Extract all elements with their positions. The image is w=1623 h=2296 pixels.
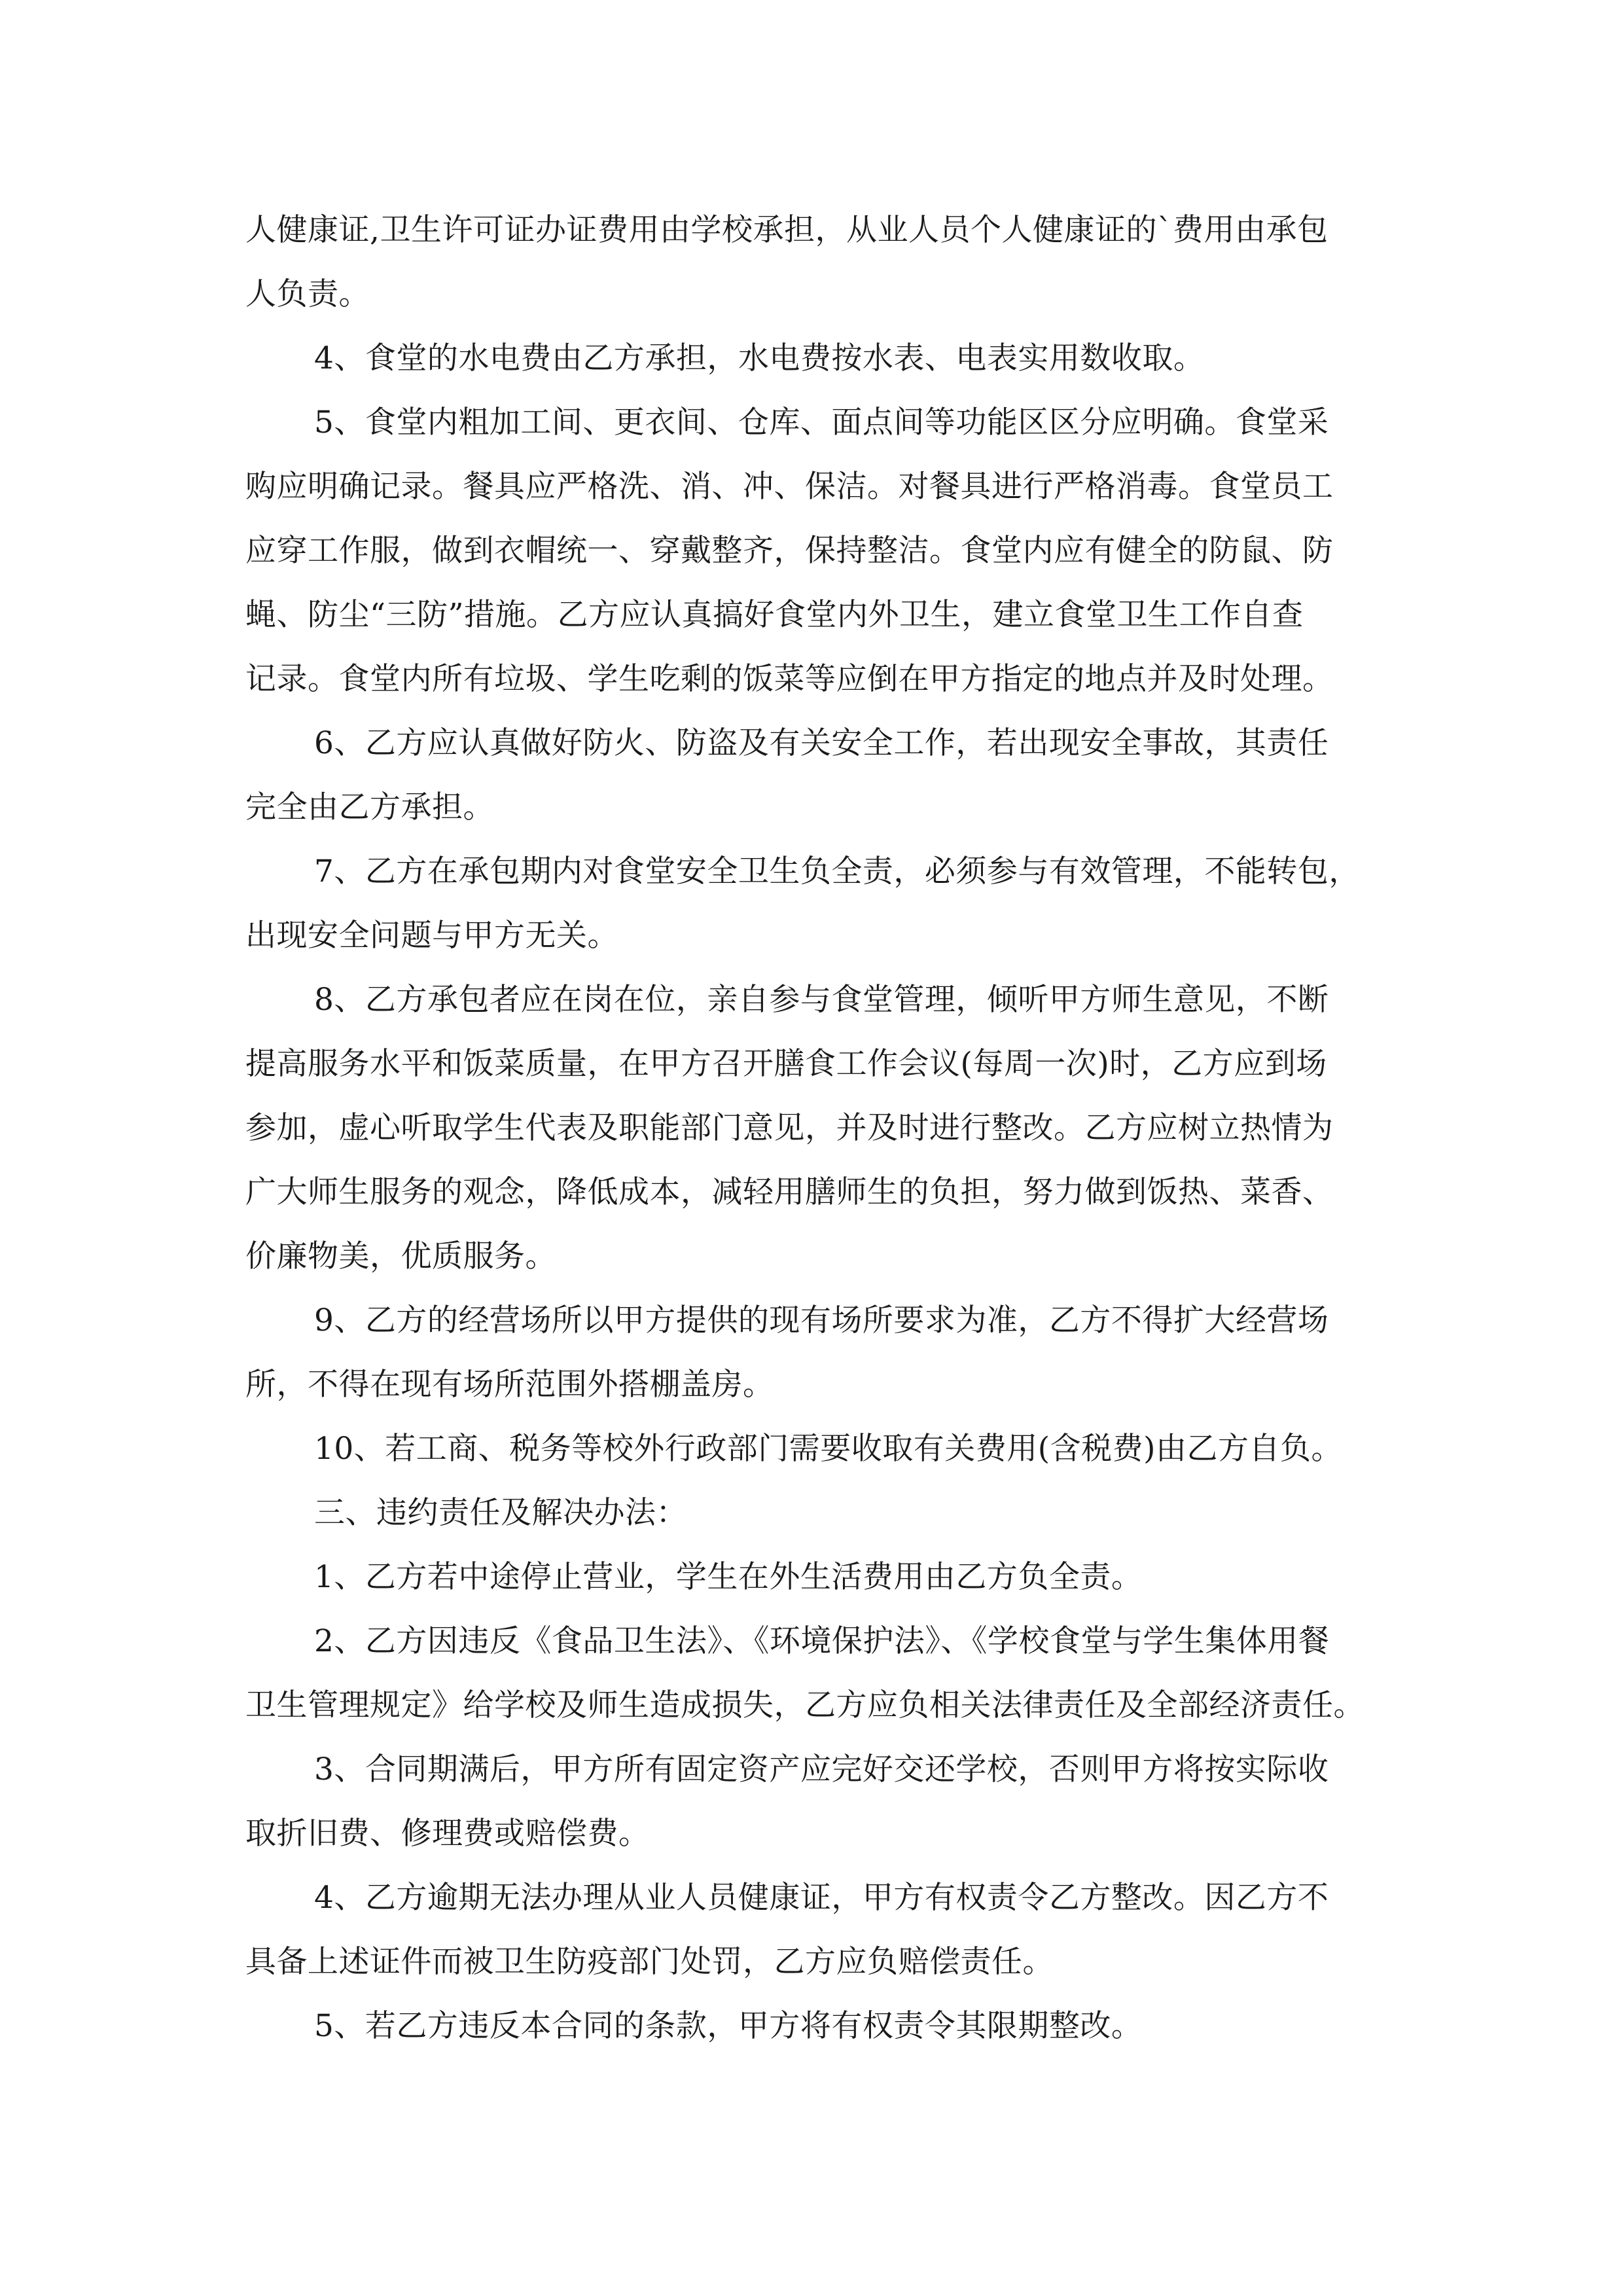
text-line: 人负责。 xyxy=(245,276,370,312)
paragraph-9 xyxy=(245,1289,1397,1417)
text-line: 3、合同期满后，甲方所有固定资产应完好交还学校，否则甲方将按实际收 xyxy=(314,1751,1329,1787)
section-heading-3 xyxy=(245,1481,1397,1545)
text-line: 5、食堂内粗加工间、更衣间、仓库、面点间等功能区区分应明确。食堂采 xyxy=(314,404,1329,440)
text-line: 购应明确记录。餐具应严格洗、消、冲、保洁。对餐具进行严格消毒。食堂员工 xyxy=(245,469,1334,505)
section-title: 三、违约责任及解决办法： xyxy=(314,1495,687,1531)
breach-item-1 xyxy=(245,1545,1397,1609)
text-line: 9、乙方的经营场所以甲方提供的现有场所要求为准，乙方不得扩大经营场 xyxy=(314,1302,1329,1338)
text-line: 广大师生服务的观念，降低成本，减轻用膳师生的负担，努力做到饭热、菜香、 xyxy=(245,1174,1334,1210)
text-line: 所，不得在现有场所范围外搭棚盖房。 xyxy=(245,1367,774,1403)
paragraph-8 xyxy=(245,968,1397,1289)
text-line: 1、乙方若中途停止营业，学生在外生活费用由乙方负全责。 xyxy=(314,1559,1143,1595)
text-line: 出现安全问题与甲方无关。 xyxy=(245,918,618,954)
paragraph-5 xyxy=(245,391,1397,711)
breach-item-5 xyxy=(245,1994,1397,2058)
text-line: 应穿工作服，做到衣帽统一、穿戴整齐，保持整洁。食堂内应有健全的防鼠、防 xyxy=(245,533,1334,569)
text-line: 蝇、防尘“三防”措施。乙方应认真搞好食堂内外卫生，建立食堂卫生工作自查 xyxy=(245,597,1304,633)
text-line: 2、乙方因违反《食品卫生法》、《环境保护法》、《学校食堂与学生集体用餐 xyxy=(314,1623,1330,1659)
text-line: 价廉物美，优质服务。 xyxy=(245,1238,556,1274)
text-line: 10、若工商、税务等校外行政部门需要收取有关费用(含税费)由乙方自负。 xyxy=(314,1431,1342,1467)
breach-item-2 xyxy=(245,1609,1397,1738)
paragraph-7 xyxy=(245,840,1397,968)
text-line: 7、乙方在承包期内对食堂安全卫生负全责，必须参与有效管理，不能转包， xyxy=(314,853,1360,889)
text-line: 完全由乙方承担。 xyxy=(245,789,494,825)
text-line: 4、乙方逾期无法办理从业人员健康证，甲方有权责令乙方整改。因乙方不 xyxy=(314,1880,1329,1916)
breach-item-4 xyxy=(245,1866,1397,1994)
text-line: 取折旧费、修理费或赔偿费。 xyxy=(245,1816,650,1852)
text-line: 5、若乙方违反本合同的条款，甲方将有权责令其限期整改。 xyxy=(314,2008,1143,2044)
paragraph-4 xyxy=(245,327,1397,391)
text-line: 4、食堂的水电费由乙方承担，水电费按水表、电表实用数收取。 xyxy=(314,340,1205,376)
paragraph-3-continued xyxy=(245,198,1397,327)
text-line: 参加，虚心听取学生代表及职能部门意见，并及时进行整改。乙方应树立热情为 xyxy=(245,1110,1334,1146)
text-line: 具备上述证件而被卫生防疫部门处罚，乙方应负赔偿责任。 xyxy=(245,1944,1054,1980)
text-line: 记录。食堂内所有垃圾、学生吃剩的饭菜等应倒在甲方指定的地点并及时处理。 xyxy=(245,661,1334,697)
document-body xyxy=(245,198,1397,2058)
breach-item-3 xyxy=(245,1738,1397,1866)
text-line: 提高服务水平和饭菜质量，在甲方召开膳食工作会议(每周一次)时，乙方应到场 xyxy=(245,1046,1327,1082)
text-line: 卫生管理规定》给学校及师生造成损失，乙方应负相关法律责任及全部经济责任。 xyxy=(245,1687,1364,1723)
paragraph-10 xyxy=(245,1417,1397,1481)
text-line: 6、乙方应认真做好防火、防盗及有关安全工作，若出现安全事故，其责任 xyxy=(314,725,1329,761)
text-line: 人健康证,卫生许可证办证费用由学校承担，从业人员个人健康证的`费用由承包 xyxy=(245,212,1329,248)
paragraph-6 xyxy=(245,711,1397,840)
text-line: 8、乙方承包者应在岗在位，亲自参与食堂管理，倾听甲方师生意见，不断 xyxy=(314,982,1329,1018)
